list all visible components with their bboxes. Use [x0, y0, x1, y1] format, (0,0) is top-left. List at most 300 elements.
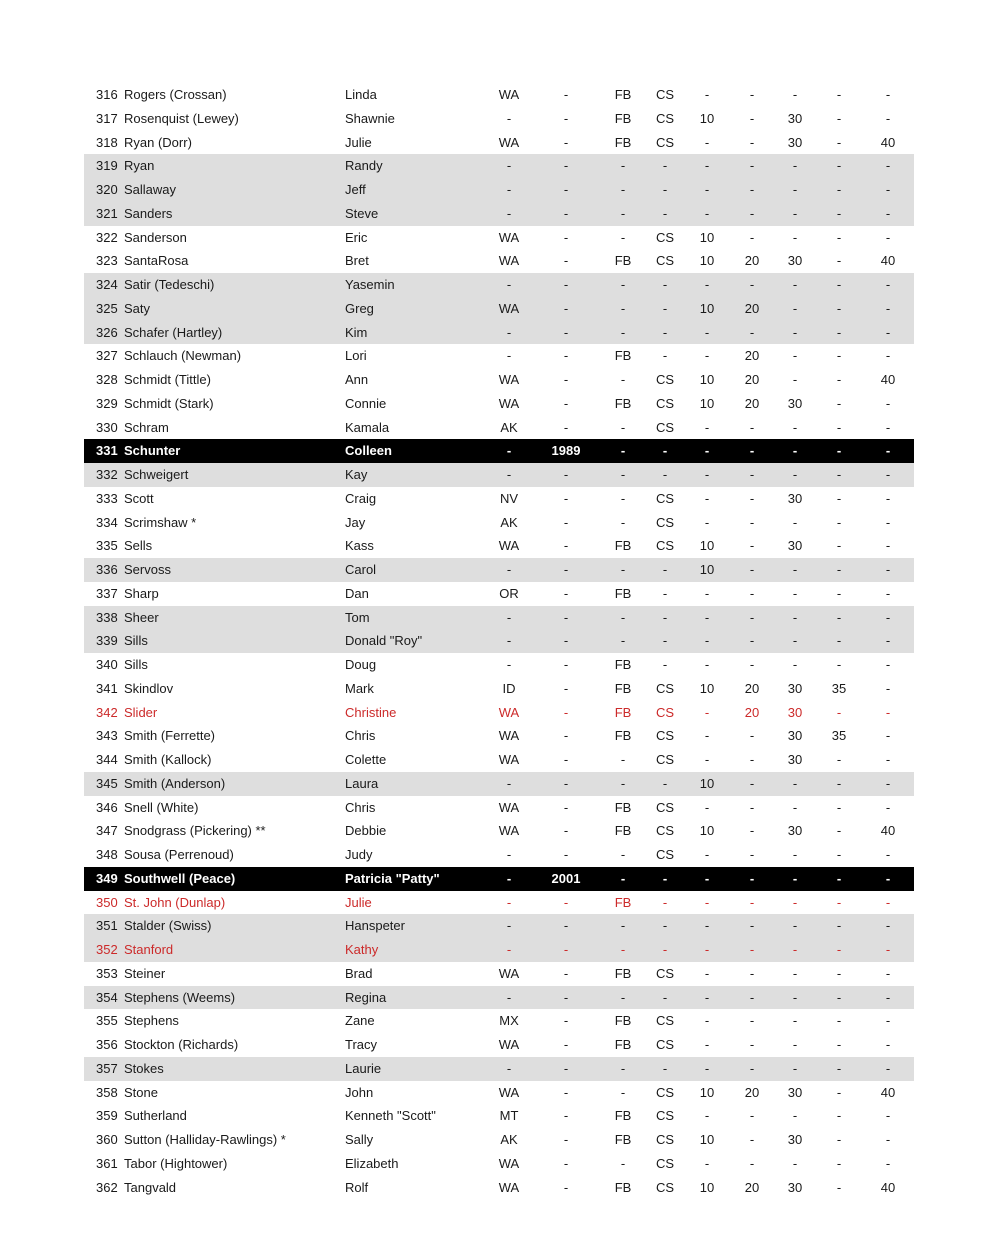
milestone-30: 30: [787, 823, 803, 839]
cs-flag: -: [662, 609, 668, 625]
state-code: WA: [498, 1037, 520, 1052]
milestone-30: -: [792, 1037, 798, 1052]
milestone-10: -: [704, 1108, 710, 1124]
first-name: Donald "Roy": [345, 633, 423, 649]
milestone-10: 10: [699, 395, 715, 411]
table-row: [84, 606, 914, 630]
cs-flag: -: [662, 205, 668, 221]
milestone-40: -: [885, 514, 891, 530]
last-name: Sousa (Perrenoud): [124, 847, 234, 862]
milestone-30: -: [792, 467, 798, 482]
milestone-30: -: [792, 229, 798, 245]
member-number: 323: [96, 253, 118, 269]
last-name: Rogers (Crossan): [124, 87, 227, 102]
milestone-40: -: [885, 609, 891, 625]
first-name: Jeff: [345, 182, 366, 197]
fb-flag: FB: [614, 680, 632, 696]
fb-flag: -: [620, 467, 626, 482]
year-value: 1989: [551, 443, 581, 459]
table-row: [84, 249, 914, 273]
first-name: Colette: [345, 752, 387, 767]
last-name: Schram: [124, 419, 169, 435]
last-name: Smith (Anderson): [124, 775, 226, 791]
state-code: -: [506, 348, 512, 364]
milestone-35: -: [836, 395, 842, 411]
milestone-40: -: [885, 1060, 891, 1076]
first-name: Chris: [345, 728, 376, 744]
year-value: -: [563, 823, 569, 839]
table-row: [84, 202, 914, 226]
milestone-30: 30: [787, 1132, 803, 1147]
table-row: [84, 178, 914, 202]
table-row: [84, 1104, 914, 1128]
fb-flag: FB: [614, 823, 632, 839]
milestone-40: -: [885, 158, 891, 174]
fb-flag: -: [620, 1084, 626, 1100]
cs-flag: CS: [655, 847, 675, 862]
milestone-10: 10: [699, 775, 715, 791]
last-name: Sheer: [124, 609, 159, 625]
milestone-20: -: [749, 182, 755, 197]
cs-flag: CS: [655, 490, 675, 506]
first-name: Ann: [345, 372, 369, 387]
state-code: -: [506, 277, 512, 292]
milestone-40: -: [885, 752, 891, 767]
fb-flag: -: [620, 989, 626, 1005]
milestone-30: -: [792, 514, 798, 530]
milestone-30: -: [792, 419, 798, 435]
first-name: Bret: [345, 253, 369, 269]
first-name: Linda: [345, 87, 377, 102]
state-code: -: [506, 942, 512, 957]
table-row: [84, 1176, 914, 1200]
first-name: Eric: [345, 229, 368, 245]
state-code: WA: [498, 965, 520, 981]
member-number: 353: [96, 965, 118, 981]
table-row: [84, 107, 914, 131]
year-value: -: [563, 134, 569, 150]
last-name: Saty: [124, 300, 151, 316]
milestone-35: -: [836, 158, 842, 174]
milestone-10: -: [704, 870, 710, 886]
state-code: -: [506, 633, 512, 649]
cs-flag: -: [662, 942, 668, 957]
member-number: 334: [96, 514, 118, 530]
table-row: [84, 819, 914, 843]
state-code: WA: [498, 1084, 520, 1100]
last-name: Sanders: [124, 205, 173, 221]
member-number: 320: [96, 182, 118, 197]
member-number: 345: [96, 775, 118, 791]
state-code: -: [506, 870, 512, 886]
member-number: 342: [96, 704, 118, 720]
fb-flag: -: [620, 514, 626, 530]
cs-flag: -: [662, 918, 668, 934]
cs-flag: -: [662, 989, 668, 1005]
milestone-20: 20: [744, 395, 760, 411]
last-name: Sutherland: [124, 1108, 187, 1124]
last-name: Snell (White): [124, 799, 199, 815]
milestone-10: 10: [699, 562, 715, 577]
milestone-10: -: [704, 514, 710, 530]
member-number: 333: [96, 490, 118, 506]
state-code: AK: [500, 1132, 518, 1147]
milestone-35: -: [836, 443, 842, 459]
milestone-30: -: [792, 1060, 798, 1076]
year-value: -: [563, 1108, 569, 1124]
year-value: -: [563, 704, 569, 720]
milestone-40: -: [885, 443, 891, 459]
milestone-20: -: [749, 538, 755, 554]
milestone-40: -: [885, 1037, 891, 1052]
milestone-10: -: [704, 585, 710, 601]
milestone-20: 20: [744, 1084, 760, 1100]
milestone-40: -: [885, 585, 891, 601]
milestone-10: 10: [699, 823, 715, 839]
fb-flag: FB: [614, 704, 632, 720]
milestone-30: -: [792, 775, 798, 791]
member-number: 354: [96, 989, 118, 1005]
milestone-30: -: [792, 348, 798, 364]
milestone-35: -: [836, 205, 842, 221]
cs-flag: -: [662, 182, 668, 197]
milestone-20: -: [749, 752, 755, 767]
milestone-20: -: [749, 1155, 755, 1171]
milestone-20: -: [749, 847, 755, 862]
milestone-20: -: [749, 324, 755, 340]
last-name: Schunter: [124, 443, 181, 459]
member-number: 319: [96, 158, 118, 174]
last-name: Rosenquist (Lewey): [124, 110, 239, 126]
first-name: Laura: [345, 775, 379, 791]
state-code: -: [506, 205, 512, 221]
cs-flag: CS: [655, 134, 675, 150]
state-code: -: [506, 324, 512, 340]
milestone-20: -: [749, 728, 755, 744]
milestone-35: -: [836, 372, 842, 387]
cs-flag: CS: [655, 728, 675, 744]
year-value: -: [563, 918, 569, 934]
first-name: Chris: [345, 799, 376, 815]
year-value: -: [563, 490, 569, 506]
first-name: Craig: [345, 490, 377, 506]
year-value: -: [563, 182, 569, 197]
milestone-40: -: [885, 965, 891, 981]
fb-flag: -: [620, 633, 626, 649]
milestone-35: -: [836, 490, 842, 506]
last-name: Steiner: [124, 965, 166, 981]
cs-flag: CS: [655, 1108, 675, 1124]
milestone-40: -: [885, 775, 891, 791]
milestone-40: 40: [880, 1084, 896, 1100]
last-name: Stephens: [124, 1013, 179, 1029]
member-number: 331: [96, 443, 118, 459]
first-name: Kathy: [345, 942, 379, 957]
milestone-20: -: [749, 158, 755, 174]
milestone-20: -: [749, 514, 755, 530]
fb-flag: -: [620, 918, 626, 934]
table-row: [84, 368, 914, 392]
year-value: -: [563, 253, 569, 269]
member-number: 330: [96, 419, 118, 435]
year-value: -: [563, 1084, 569, 1100]
member-number: 336: [96, 562, 118, 577]
table-row: [84, 582, 914, 606]
cs-flag: CS: [655, 538, 675, 554]
state-code: -: [506, 775, 512, 791]
year-value: -: [563, 229, 569, 245]
state-code: WA: [498, 300, 520, 316]
year-value: -: [563, 799, 569, 815]
cs-flag: CS: [655, 229, 675, 245]
milestone-40: -: [885, 942, 891, 957]
fb-flag: FB: [614, 799, 632, 815]
milestone-35: -: [836, 134, 842, 150]
state-code: WA: [498, 87, 520, 102]
member-number: 352: [96, 942, 118, 957]
milestone-10: -: [704, 657, 710, 672]
milestone-20: -: [749, 87, 755, 102]
milestone-35: 35: [831, 728, 847, 744]
year-value: -: [563, 942, 569, 957]
fb-flag: -: [620, 775, 626, 791]
fb-flag: -: [620, 443, 626, 459]
table-row: [84, 796, 914, 820]
state-code: -: [506, 609, 512, 625]
milestone-30: 30: [787, 134, 803, 150]
milestone-40: -: [885, 633, 891, 649]
year-value: -: [563, 372, 569, 387]
table-row: [84, 938, 914, 962]
milestone-40: -: [885, 324, 891, 340]
milestone-35: -: [836, 562, 842, 577]
milestone-20: -: [749, 419, 755, 435]
year-value: -: [563, 87, 569, 102]
milestone-20: -: [749, 110, 755, 126]
year-value: -: [563, 395, 569, 411]
cs-flag: CS: [655, 1084, 675, 1100]
milestone-35: -: [836, 752, 842, 767]
milestone-20: -: [749, 205, 755, 221]
year-value: -: [563, 609, 569, 625]
year-value: -: [563, 894, 569, 910]
milestone-20: -: [749, 490, 755, 506]
table-row: [84, 392, 914, 416]
table-row: [84, 653, 914, 677]
state-code: -: [506, 467, 512, 482]
cs-flag: -: [662, 324, 668, 340]
year-value: -: [563, 775, 569, 791]
milestone-30: -: [792, 443, 798, 459]
table-row: [84, 1033, 914, 1057]
milestone-30: -: [792, 870, 798, 886]
milestone-30: -: [792, 633, 798, 649]
first-name: Hanspeter: [345, 918, 405, 934]
year-value: -: [563, 562, 569, 577]
cs-flag: -: [662, 277, 668, 292]
table-row: [84, 416, 914, 440]
milestone-35: -: [836, 324, 842, 340]
member-number: 348: [96, 847, 118, 862]
state-code: WA: [498, 704, 520, 720]
fb-flag: FB: [614, 538, 632, 554]
member-number: 362: [96, 1179, 118, 1195]
milestone-35: -: [836, 1037, 842, 1052]
milestone-40: 40: [880, 372, 896, 387]
last-name: Sills: [124, 633, 148, 649]
table-row: [84, 748, 914, 772]
fb-flag: FB: [614, 965, 632, 981]
member-number: 317: [96, 110, 118, 126]
milestone-35: -: [836, 1179, 842, 1195]
state-code: AK: [500, 419, 518, 435]
state-code: MX: [499, 1013, 519, 1029]
milestone-40: -: [885, 870, 891, 886]
state-code: -: [506, 562, 512, 577]
milestone-10: -: [704, 704, 710, 720]
milestone-30: -: [792, 799, 798, 815]
state-code: -: [506, 182, 512, 197]
cs-flag: CS: [655, 514, 675, 530]
milestone-35: -: [836, 799, 842, 815]
cs-flag: CS: [655, 253, 675, 269]
first-name: Doug: [345, 657, 377, 672]
first-name: Mark: [345, 680, 374, 696]
milestone-10: -: [704, 1013, 710, 1029]
last-name: Schweigert: [124, 467, 189, 482]
fb-flag: -: [620, 942, 626, 957]
milestone-40: -: [885, 490, 891, 506]
state-code: -: [506, 110, 512, 126]
milestone-20: -: [749, 467, 755, 482]
milestone-10: -: [704, 1060, 710, 1076]
milestone-30: -: [792, 182, 798, 197]
first-name: John: [345, 1084, 374, 1100]
last-name: Stockton (Richards): [124, 1037, 239, 1052]
milestone-10: -: [704, 1037, 710, 1052]
first-name: Regina: [345, 989, 387, 1005]
last-name: Servoss: [124, 562, 171, 577]
fb-flag: -: [620, 182, 626, 197]
fb-flag: -: [620, 158, 626, 174]
year-value: -: [563, 467, 569, 482]
fb-flag: FB: [614, 253, 632, 269]
first-name: Colleen: [345, 443, 392, 459]
member-number: 357: [96, 1060, 118, 1076]
member-number: 355: [96, 1013, 118, 1029]
member-number: 321: [96, 205, 118, 221]
last-name: Sharp: [124, 585, 159, 601]
first-name: Rolf: [345, 1179, 369, 1195]
milestone-10: 10: [699, 1132, 715, 1147]
milestone-10: -: [704, 609, 710, 625]
last-name: Sutton (Halliday-Rawlings) *: [124, 1132, 286, 1147]
milestone-20: 20: [744, 300, 760, 316]
milestone-20: -: [749, 989, 755, 1005]
milestone-10: -: [704, 87, 710, 102]
milestone-10: -: [704, 633, 710, 649]
cs-flag: CS: [655, 419, 675, 435]
first-name: Brad: [345, 965, 373, 981]
state-code: WA: [498, 538, 520, 554]
milestone-40: 40: [880, 253, 896, 269]
first-name: Kay: [345, 467, 368, 482]
milestone-10: 10: [699, 253, 715, 269]
year-value: -: [563, 514, 569, 530]
fb-flag: -: [620, 277, 626, 292]
fb-flag: FB: [614, 87, 632, 102]
state-code: WA: [498, 752, 520, 767]
year-value: -: [563, 728, 569, 744]
milestone-10: -: [704, 443, 710, 459]
cs-flag: -: [662, 1060, 668, 1076]
first-name: Laurie: [345, 1060, 382, 1076]
table-row: [84, 843, 914, 867]
first-name: Debbie: [345, 823, 387, 839]
first-name: Dan: [345, 585, 369, 601]
table-row: [84, 1128, 914, 1152]
member-number: 318: [96, 134, 118, 150]
milestone-30: -: [792, 562, 798, 577]
milestone-40: -: [885, 205, 891, 221]
milestone-35: -: [836, 965, 842, 981]
first-name: Zane: [345, 1013, 375, 1029]
year-value: 2001: [551, 870, 581, 886]
cs-flag: CS: [655, 823, 675, 839]
member-number: 340: [96, 657, 118, 672]
milestone-30: 30: [787, 1084, 803, 1100]
year-value: -: [563, 680, 569, 696]
milestone-20: -: [749, 823, 755, 839]
milestone-40: -: [885, 657, 891, 672]
milestone-10: -: [704, 799, 710, 815]
first-name: Connie: [345, 395, 387, 411]
milestone-35: -: [836, 110, 842, 126]
table-row: [84, 914, 914, 938]
milestone-35: -: [836, 633, 842, 649]
last-name: Sells: [124, 538, 153, 554]
fb-flag: -: [620, 490, 626, 506]
milestone-30: -: [792, 1013, 798, 1029]
last-name: Tabor (Hightower): [124, 1155, 228, 1171]
milestone-35: -: [836, 704, 842, 720]
cs-flag: CS: [655, 395, 675, 411]
milestone-30: -: [792, 918, 798, 934]
table-row: [84, 1152, 914, 1176]
year-value: -: [563, 538, 569, 554]
table-row: [84, 297, 914, 321]
member-number: 324: [96, 277, 118, 292]
cs-flag: -: [662, 870, 668, 886]
fb-flag: FB: [614, 1179, 632, 1195]
member-number: 338: [96, 609, 118, 625]
fb-flag: FB: [614, 657, 632, 672]
milestone-35: -: [836, 1084, 842, 1100]
milestone-20: -: [749, 1037, 755, 1052]
milestone-20: -: [749, 965, 755, 981]
state-code: WA: [498, 1155, 520, 1171]
milestone-30: -: [792, 300, 798, 316]
milestone-40: -: [885, 799, 891, 815]
first-name: Tracy: [345, 1037, 378, 1052]
first-name: Tom: [345, 609, 370, 625]
first-name: Steve: [345, 205, 379, 221]
last-name: Sanderson: [124, 229, 187, 245]
milestone-30: -: [792, 372, 798, 387]
fb-flag: FB: [614, 894, 632, 910]
milestone-40: -: [885, 1132, 891, 1147]
last-name: Sills: [124, 657, 148, 672]
